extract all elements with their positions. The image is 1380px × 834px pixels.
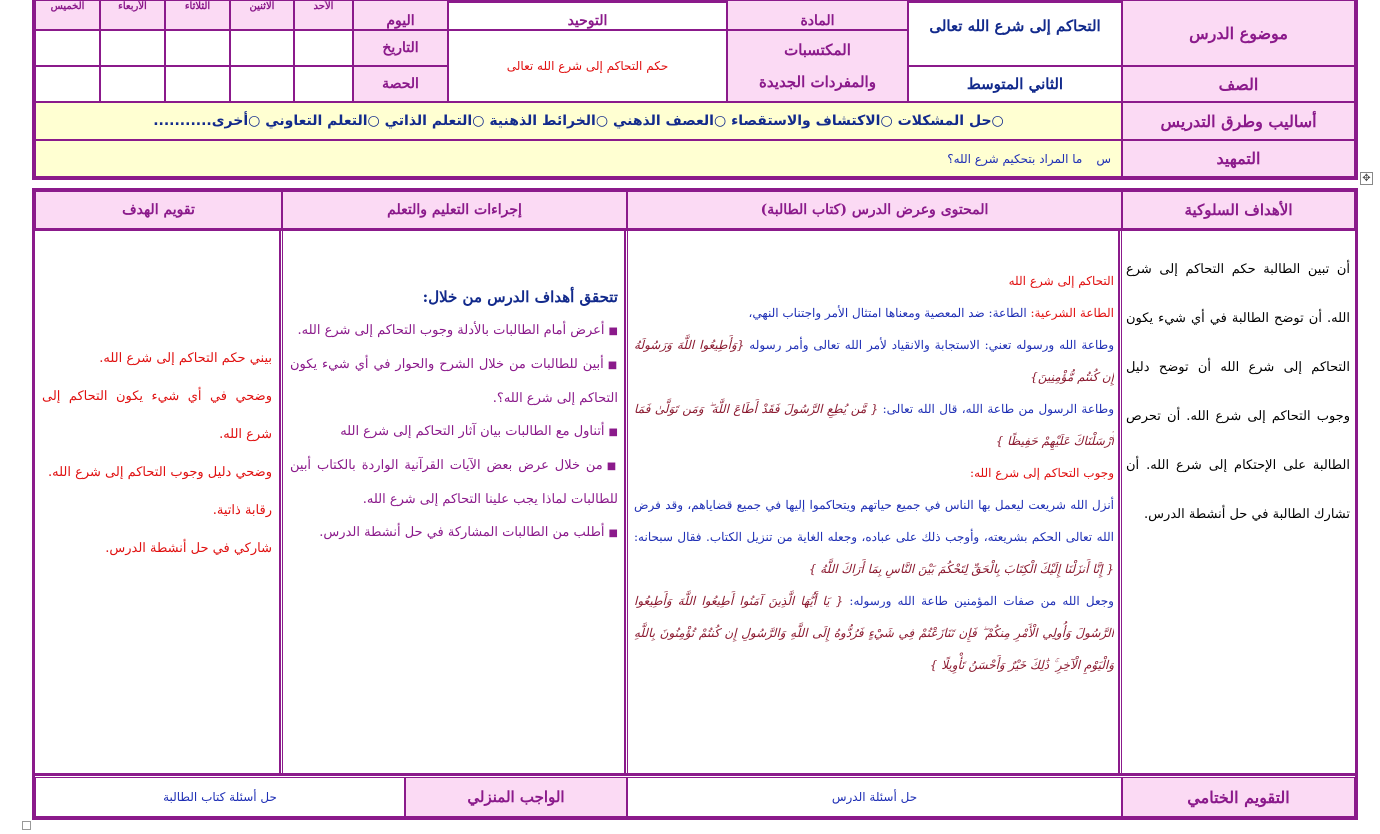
bullet-icon: ■ — [607, 360, 618, 371]
date-cell[interactable] — [35, 30, 100, 66]
period-cell[interactable] — [294, 66, 353, 102]
evaluation-item: رقابة ذاتية. — [212, 503, 272, 518]
content-p1-text: الطاعة: ضد المعصية ومعناها امتثال الأمر واجتناب النهي، — [748, 306, 1027, 320]
content-title: التحاكم إلى شرع الله — [1008, 274, 1114, 288]
final-eval-value: حل أسئلة الدرس — [627, 777, 1122, 817]
procedure-item-text: أعرض أمام الطالبات بالأدلة وجوب التحاكم إلى شرع الله. — [297, 323, 605, 338]
day-col-tuesday: الثلاثاء — [165, 0, 230, 30]
procedure-item-text: من خلال عرض بعض الآيات القرآنية الواردة بالكتاب أبين للطالبات لماذا يجب علينا التحاكم إلى شرع الله. — [290, 458, 618, 507]
period-label: الحصة — [353, 66, 448, 102]
move-icon[interactable]: ✥ — [1360, 172, 1373, 185]
acquired-label-line2: والمفردات الجديدة — [759, 73, 876, 91]
period-cell[interactable] — [35, 66, 100, 102]
content-p6-verse: { يَا أَيُّهَا الَّذِينَ آمَنُوا أَطِيعُوا اللَّهَ وَأَطِيعُوا الرَّسُولَ وَأُولِي الْأَمْرِ مِنكُمْ ۖ فَإِن تَنَازَعْتُمْ فِي شَيْءٍ فَرُدُّوهُ إِلَى اللَّهِ وَالرَّسُولِ إِن كُنتُمْ تُؤْمِنُونَ بِاللَّهِ وَالْيَوْمِ الْآخِرِ ۚ ذَٰلِكَ خَيْرٌ وَأَحْسَنُ تَأْوِيلًا } — [634, 594, 1114, 672]
period-cell[interactable] — [100, 66, 165, 102]
period-cell[interactable] — [165, 66, 230, 102]
procedure-item — [290, 348, 618, 415]
objectives-header: الأهداف السلوكية — [1122, 191, 1355, 229]
date-cell[interactable] — [165, 30, 230, 66]
date-label: التاريخ — [353, 30, 448, 66]
objectives-text: أن تبين الطالبة حكم التحاكم إلى شرع الله. أن توضح الطالبة في أي شيء يكون التحاكم إلى شرع الله أن توضح دليل وجوب التحاكم إلى شرع الله. أن تحرص الطالبة على الإحتكام إلى شرع الله. أن تشارك الطالبة في حل أنشطة الدرس. — [1126, 262, 1350, 522]
col-divider — [1118, 229, 1122, 776]
evaluation-item: وضحي في أي شيء يكون التحاكم إلى شرع الله. — [42, 389, 272, 442]
date-cell[interactable] — [100, 30, 165, 66]
content-header: المحتوى وعرض الدرس (كتاب الطالبة) — [627, 191, 1122, 229]
acquired-label-line1: المكتسبات — [784, 41, 851, 59]
evaluation-item: بيني حكم التحاكم إلى شرع الله. — [99, 351, 272, 366]
acquired-label — [727, 30, 908, 102]
paragraph-marker — [22, 821, 31, 830]
procedure-item-text: أبين للطالبات من خلال الشرح والحوار في أي شيء يكون التحاكم إلى شرع الله؟. — [290, 357, 618, 406]
subject-label: المادة — [727, 0, 908, 30]
bullet-icon: ■ — [608, 427, 618, 438]
lesson-topic-value: التحاكم إلى شرع الله تعالى — [908, 0, 1122, 66]
evaluation-header: تقويم الهدف — [35, 191, 282, 229]
bullet-icon: ■ — [606, 461, 618, 472]
procedure-item-text: أتناول مع الطالبات بيان آثار التحاكم إلى شرع الله — [340, 424, 605, 439]
day-col-wednesday: الأربعاء — [100, 0, 165, 30]
day-col-thursday: الخميس — [35, 0, 100, 30]
evaluation-item: وضحي دليل وجوب التحاكم إلى شرع الله. — [47, 465, 272, 480]
date-cell[interactable] — [230, 30, 294, 66]
methods-label: أساليب وطرق التدريس — [1122, 102, 1355, 140]
homework-label: الواجب المنزلي — [405, 777, 627, 817]
content-text — [634, 265, 1114, 770]
content-p3-text: وطاعة الرسول من طاعة الله، قال الله تعالى: — [882, 402, 1114, 416]
intro-prefix: س — [1096, 151, 1111, 166]
bullet-icon: ■ — [608, 326, 618, 337]
day-label: اليوم — [353, 0, 448, 30]
procedure-item — [290, 415, 618, 449]
methods-value: ○حل المشكلات ○الاكتشاف والاستقصاء ○العصف الذهني ○الخرائط الذهنية ○التعلم الذاتي ○التعلم التعاوني ○أخرى........... — [35, 102, 1122, 140]
lesson-topic-label: موضوع الدرس — [1122, 0, 1355, 66]
procedures-header: إجراءات التعليم والتعلم — [282, 191, 627, 229]
procedure-item — [290, 314, 618, 348]
col-divider — [624, 229, 628, 776]
procedure-item — [290, 516, 618, 550]
intro-value-cell — [35, 140, 1122, 177]
grade-value: الثاني المتوسط — [908, 66, 1122, 102]
day-col-monday: الاثنين — [230, 0, 294, 30]
bullet-icon: ■ — [608, 528, 618, 539]
intro-label: التمهيد — [1122, 140, 1355, 177]
day-col-sunday: الأحد — [294, 0, 353, 30]
evaluation-item: شاركي في حل أنشطة الدرس. — [105, 541, 272, 556]
evaluation-text — [42, 340, 272, 760]
procedures-intro: تتحقق أهداف الدرس من خلال: — [422, 288, 618, 306]
content-p2-text: وطاعة الله ورسوله تعني: الاستجابة والانقياد لأمر الله تعالى وأمر رسوله — [749, 338, 1114, 352]
date-cell[interactable] — [294, 30, 353, 66]
content-p5-text: أنزل الله شريعت ليعمل بها الناس في جميع حياتهم ويتحاكموا إليها في جميع قضاياهم، وقد فرض الله تعالى الحكم بشريعته، وأوجب ذلك على عباده، وجعله الغاية من تنزيل الكتاب. فقال سبحانه: — [634, 498, 1114, 544]
procedure-item — [290, 449, 618, 516]
final-eval-label: التقويم الختامي — [1122, 777, 1355, 817]
procedure-item-text: أطلب من الطالبات المشاركة في حل أنشطة الدرس. — [319, 525, 605, 540]
acquired-value: حكم التحاكم إلى شرع الله تعالى — [448, 30, 727, 102]
homework-value: حل أسئلة كتاب الطالبة — [35, 777, 405, 817]
procedures-text — [290, 280, 618, 770]
intro-question: ما المراد بتحكيم شرع الله؟ — [947, 151, 1083, 166]
content-p3-verse: { مَّن يُطِعِ الرَّسُولَ فَقَدْ أَطَاعَ اللَّهَ ۖ وَمَن تَوَلَّىٰ فَمَا أَرْسَلْنَاكَ عَلَيْهِمْ حَفِيظًا } — [634, 402, 1114, 448]
content-p4-label: وجوب التحاكم إلى شرع الله: — [970, 466, 1114, 480]
content-p5-verse: { إِنَّا أَنزَلْنَا إِلَيْكَ الْكِتَابَ بِالْحَقِّ لِتَحْكُمَ بَيْنَ النَّاسِ بِمَا أَرَاكَ اللَّهُ } — [808, 562, 1114, 576]
col-divider — [279, 229, 283, 776]
content-p6-text: وجعل الله من صفات المؤمنين طاعة الله ورسوله: — [849, 594, 1114, 608]
row-divider — [35, 229, 1355, 233]
grade-label: الصف — [1122, 66, 1355, 102]
period-cell[interactable] — [230, 66, 294, 102]
content-p2-verse: {وَأَطِيعُوا اللَّهَ وَرَسُولَهُ إِن كُنتُم مُّؤْمِنِينَ} — [634, 338, 1114, 384]
subject-value: التوحيد — [448, 0, 727, 30]
content-p1-label: الطاعة الشرعية: — [1030, 306, 1114, 320]
